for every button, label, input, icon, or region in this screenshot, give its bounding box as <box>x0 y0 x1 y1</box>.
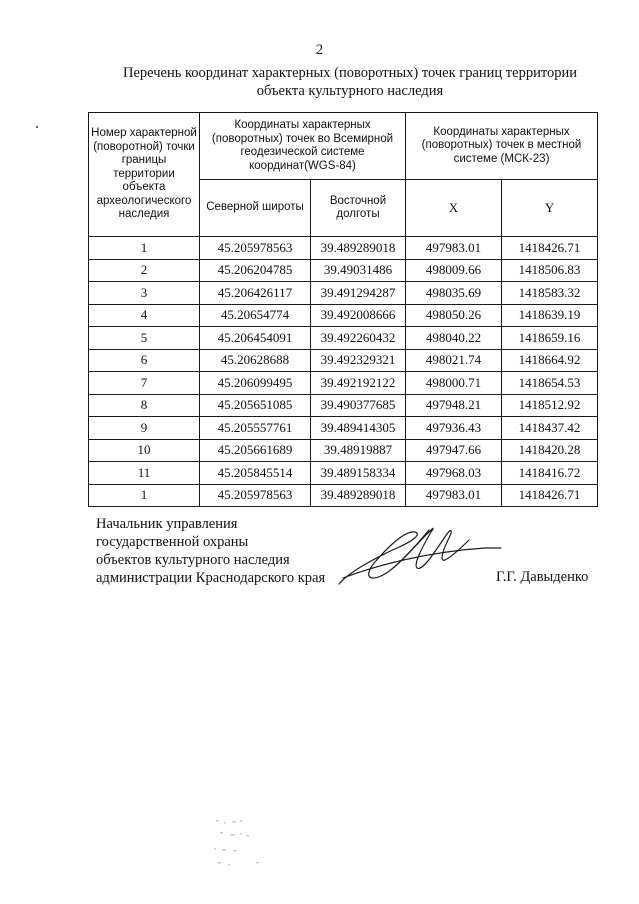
page-number: 2 <box>315 42 324 58</box>
header-local-group: Координаты характерных (поворотных) точек в местной системе (МСК-23) <box>406 113 598 180</box>
cell-latitude: 45.206204785 <box>200 259 311 282</box>
table-row <box>89 327 598 350</box>
cell-latitude: 45.205978563 <box>200 484 311 507</box>
table-row <box>89 304 598 327</box>
cell-x: 497948.21 <box>406 394 502 417</box>
cell-point-number: 10 <box>89 439 200 462</box>
table-row <box>89 349 598 372</box>
cell-x: 497947.66 <box>406 439 502 462</box>
cell-longitude: 39.49031486 <box>311 259 406 282</box>
cell-point-number: 11 <box>89 462 200 485</box>
cell-point-number: 5 <box>89 327 200 350</box>
cell-latitude: 45.206099495 <box>200 372 311 395</box>
cell-point-number: 6 <box>89 349 200 372</box>
cell-point-number: 9 <box>89 417 200 440</box>
cell-x: 497983.01 <box>406 237 502 260</box>
cell-longitude: 39.492008666 <box>311 304 406 327</box>
table-row <box>89 237 598 260</box>
header-wgs-group: Координаты характерных (поворотных) точек во Всемирной геодезической системе координат(WGS-84) <box>200 113 406 180</box>
cell-y: 1418659.16 <box>502 327 598 350</box>
table-row <box>89 372 598 395</box>
signer-title-line-4: администрации Краснодарского края <box>96 570 326 586</box>
cell-point-number: 1 <box>89 484 200 507</box>
header-x: X <box>406 180 502 237</box>
cell-y: 1418654.53 <box>502 372 598 395</box>
cell-point-number: 1 <box>89 237 200 260</box>
cell-longitude: 39.48919887 <box>311 439 406 462</box>
cell-point-number: 7 <box>89 372 200 395</box>
stray-dot-mark <box>36 126 38 128</box>
cell-y: 1418416.72 <box>502 462 598 485</box>
header-north-latitude: Северной широты <box>200 180 311 237</box>
table-row <box>89 462 598 485</box>
cell-latitude: 45.206426117 <box>200 282 311 305</box>
document-title <box>100 64 600 100</box>
faint-stamp-icon <box>210 818 270 870</box>
cell-latitude: 45.20628688 <box>200 349 311 372</box>
cell-y: 1418512.92 <box>502 394 598 417</box>
cell-latitude: 45.205845514 <box>200 462 311 485</box>
table-row <box>89 394 598 417</box>
cell-point-number: 4 <box>89 304 200 327</box>
cell-x: 498040.22 <box>406 327 502 350</box>
header-y: Y <box>502 180 598 237</box>
cell-latitude: 45.205557761 <box>200 417 311 440</box>
cell-y: 1418426.71 <box>502 484 598 507</box>
cell-latitude: 45.205978563 <box>200 237 311 260</box>
cell-x: 497968.03 <box>406 462 502 485</box>
cell-x: 498009.66 <box>406 259 502 282</box>
cell-latitude: 45.20654774 <box>200 304 311 327</box>
cell-y: 1418437.42 <box>502 417 598 440</box>
cell-x: 498021.74 <box>406 349 502 372</box>
cell-longitude: 39.489289018 <box>311 484 406 507</box>
cell-longitude: 39.489414305 <box>311 417 406 440</box>
cell-point-number: 3 <box>89 282 200 305</box>
signer-title-line-1: Начальник управления <box>96 516 238 532</box>
cell-x: 497983.01 <box>406 484 502 507</box>
table-row <box>89 484 598 507</box>
cell-longitude: 39.489158334 <box>311 462 406 485</box>
signature-block <box>96 515 325 587</box>
table-row <box>89 417 598 440</box>
table-row <box>89 282 598 305</box>
cell-x: 497936.43 <box>406 417 502 440</box>
cell-point-number: 2 <box>89 259 200 282</box>
signer-name: Г.Г. Давыденко <box>496 569 589 585</box>
cell-y: 1418506.83 <box>502 259 598 282</box>
signer-title-line-3: объектов культурного наследия <box>96 552 290 568</box>
cell-x: 498050.26 <box>406 304 502 327</box>
document-title-line-1: Перечень координат характерных (поворотных) точек границ территории <box>122 65 578 81</box>
cell-y: 1418664.92 <box>502 349 598 372</box>
table-row <box>89 439 598 462</box>
cell-y: 1418426.71 <box>502 237 598 260</box>
cell-latitude: 45.205651085 <box>200 394 311 417</box>
cell-longitude: 39.492260432 <box>311 327 406 350</box>
cell-y: 1418583.32 <box>502 282 598 305</box>
table-row <box>89 259 598 282</box>
cell-longitude: 39.489289018 <box>311 237 406 260</box>
header-east-longitude: Восточной долготы <box>311 180 406 237</box>
cell-longitude: 39.492192122 <box>311 372 406 395</box>
coordinates-table <box>88 112 598 507</box>
cell-x: 498035.69 <box>406 282 502 305</box>
table-header-row <box>89 113 598 180</box>
signer-title-line-2: государственной охраны <box>96 534 249 550</box>
cell-y: 1418639.19 <box>502 304 598 327</box>
cell-y: 1418420.28 <box>502 439 598 462</box>
cell-latitude: 45.206454091 <box>200 327 311 350</box>
cell-longitude: 39.491294287 <box>311 282 406 305</box>
cell-latitude: 45.205661689 <box>200 439 311 462</box>
document-title-line-2: объекта культурного наследия <box>256 83 444 99</box>
cell-longitude: 39.492329321 <box>311 349 406 372</box>
cell-longitude: 39.490377685 <box>311 394 406 417</box>
cell-x: 498000.71 <box>406 372 502 395</box>
header-point-number: Номер характерной (поворотной) точки границы территории объекта археологического наследия <box>89 113 200 237</box>
cell-point-number: 8 <box>89 394 200 417</box>
handwritten-signature-icon <box>335 518 505 590</box>
